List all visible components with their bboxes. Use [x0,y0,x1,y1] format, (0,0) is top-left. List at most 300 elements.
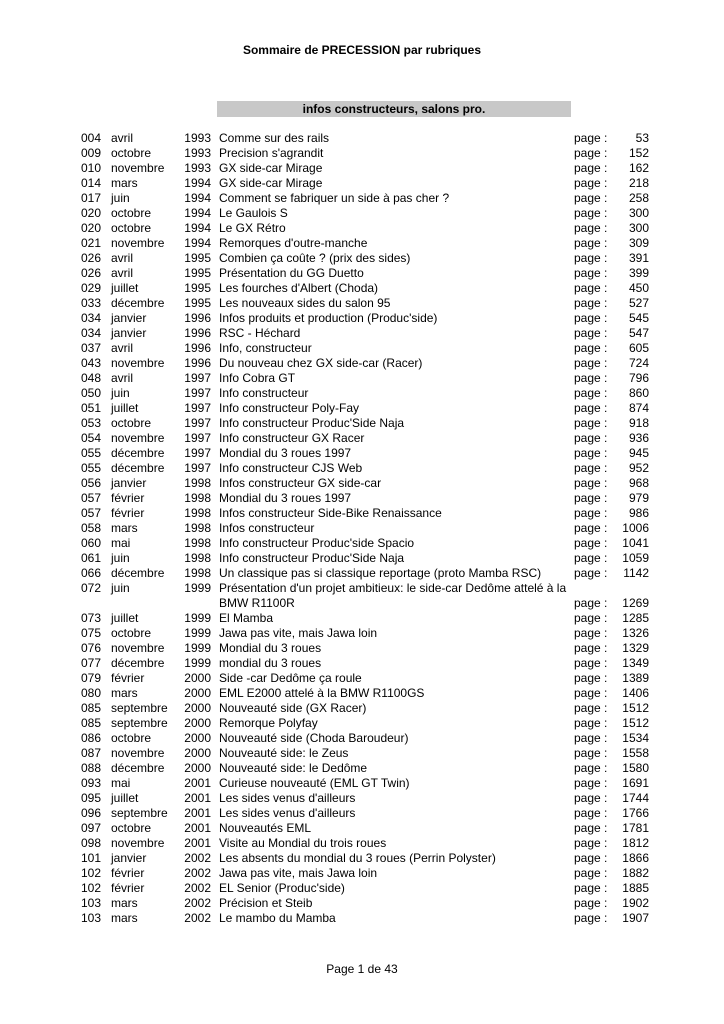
article-title: Curieuse nouveauté (EML GT Twin) [219,776,410,790]
list-item [0,881,724,896]
article-title: EML E2000 attelé à la BMW R1100GS [219,686,425,700]
issue-number: 103 [81,896,102,910]
issue-number: 075 [81,626,102,640]
page-number: 1329 [622,641,649,655]
page-number: 874 [628,401,649,415]
issue-month: juin [111,191,130,205]
list-item [0,731,724,746]
page-label: page : [574,266,608,280]
issue-year: 1998 [184,536,211,550]
article-title: Les fourches d'Albert (Choda) [219,281,379,295]
issue-year: 1997 [184,401,211,415]
issue-month: janvier [111,476,147,490]
page-number: 1512 [622,716,649,730]
issue-number: 085 [81,701,102,715]
issue-year: 1998 [184,566,211,580]
page-number: 391 [628,251,649,265]
issue-month: novembre [111,746,165,760]
issue-month: septembre [111,701,168,715]
article-title: Présentation du GG Duetto [219,266,364,280]
page-label: page : [574,431,608,445]
issue-month: avril [111,341,134,355]
issue-year: 1996 [184,356,211,370]
issue-number: 048 [81,371,102,385]
issue-number: 055 [81,446,102,460]
page-label: page : [574,311,608,325]
issue-month: octobre [111,146,152,160]
issue-year: 2000 [184,746,211,760]
issue-year: 1995 [184,251,211,265]
list-item [0,836,724,851]
list-item [0,416,724,431]
page-label: page : [574,641,608,655]
page-label: page : [574,281,608,295]
issue-month: mai [111,776,131,790]
list-item [0,536,724,551]
issue-month: novembre [111,641,165,655]
section-header: infos constructeurs, salons pro. [217,101,571,117]
article-title: Info Cobra GT [219,371,296,385]
page-label: page : [574,131,608,145]
page-label: page : [574,881,608,895]
issue-month: avril [111,131,134,145]
issue-year: 2000 [184,686,211,700]
issue-year: 2002 [184,896,211,910]
issue-number: 020 [81,221,102,235]
article-title: Les sides venus d'ailleurs [219,806,356,820]
issue-month: mars [111,686,138,700]
page-label: page : [574,176,608,190]
issue-number: 055 [81,461,102,475]
article-title: Jawa pas vite, mais Jawa loin [219,866,378,880]
list-item [0,896,724,911]
issue-number: 066 [81,566,102,580]
article-title: Visite au Mondial du trois roues [219,836,387,850]
page-number: 1866 [622,851,649,865]
article-title: Les sides venus d'ailleurs [219,791,356,805]
list-item [0,206,724,221]
article-title: Le GX Rétro [219,221,286,235]
document-title: Sommaire de PRECESSION par rubriques [242,43,482,57]
issue-number: 085 [81,716,102,730]
page-number: 724 [628,356,649,370]
issue-year: 1997 [184,431,211,445]
list-item [0,371,724,386]
list-item [0,581,724,611]
page-label: page : [574,416,608,430]
page-number: 1691 [622,776,649,790]
page-number: 1882 [622,866,649,880]
page-label: page : [574,191,608,205]
issue-month: février [111,881,145,895]
issue-number: 101 [81,851,102,865]
page-label: page : [574,386,608,400]
list-item [0,476,724,491]
issue-year: 1993 [184,161,211,175]
list-item [0,791,724,806]
article-title: Les nouveaux sides du salon 95 [219,296,391,310]
page-label: page : [574,356,608,370]
issue-month: novembre [111,431,165,445]
issue-number: 086 [81,731,102,745]
article-title: Infos constructeur GX side-car [219,476,382,490]
page-number: 300 [628,221,649,235]
page-number: 53 [635,131,649,145]
issue-month: juin [111,551,130,565]
issue-month: mai [111,536,131,550]
page-label: page : [574,791,608,805]
article-title: Info constructeur Poly-Fay [219,401,360,415]
issue-month: octobre [111,206,152,220]
page-number: 1269 [622,596,649,610]
page-label: page : [574,716,608,730]
page-number: 399 [628,266,649,280]
article-title: EL Senior (Produc'side) [219,881,345,895]
issue-number: 088 [81,761,102,775]
article-title: Le mambo du Mamba [219,911,336,925]
list-item [0,341,724,356]
article-title: GX side-car Mirage [219,176,323,190]
article-title: Info constructeur CJS Web [219,461,363,475]
issue-year: 1999 [184,581,211,595]
page-number: 952 [628,461,649,475]
page-number: 258 [628,191,649,205]
issue-year: 1998 [184,506,211,520]
issue-month: octobre [111,416,152,430]
article-title: Nouveauté side (GX Racer) [219,701,367,715]
list-item [0,176,724,191]
list-item [0,686,724,701]
page-label: page : [574,836,608,850]
list-item [0,851,724,866]
article-title: Info constructeur Produc'side Spacio [219,536,415,550]
list-item [0,746,724,761]
issue-number: 058 [81,521,102,535]
page-number: 1534 [622,731,649,745]
issue-month: octobre [111,626,152,640]
issue-year: 1994 [184,191,211,205]
page-number: 1907 [622,911,649,925]
article-title: Combien ça coûte ? (prix des sides) [219,251,411,265]
page-number: 1885 [622,881,649,895]
issue-number: 093 [81,776,102,790]
page-number: 162 [628,161,649,175]
page-label: page : [574,401,608,415]
issue-month: septembre [111,806,168,820]
list-item [0,146,724,161]
issue-year: 2000 [184,701,211,715]
list-item [0,656,724,671]
issue-month: décembre [111,656,165,670]
page-label: page : [574,221,608,235]
article-title: Infos constructeur [219,521,315,535]
page-label: page : [574,206,608,220]
issue-month: octobre [111,821,152,835]
article-title: Mondial du 3 roues 1997 [219,491,352,505]
issue-year: 1999 [184,611,211,625]
page-number: 545 [628,311,649,325]
page-number: 1406 [622,686,649,700]
issue-year: 1997 [184,461,211,475]
issue-year: 1996 [184,341,211,355]
list-item [0,446,724,461]
issue-year: 2001 [184,776,211,790]
issue-month: mars [111,896,138,910]
article-title: Un classique pas si classique reportage (proto Mamba RSC) [219,566,542,580]
page-label: page : [574,701,608,715]
issue-month: janvier [111,326,147,340]
page-number: 547 [628,326,649,340]
issue-number: 087 [81,746,102,760]
article-title: Nouveauté side: le Dedôme [219,761,368,775]
list-item [0,461,724,476]
page-label: page : [574,806,608,820]
issue-year: 1994 [184,206,211,220]
article-title: Nouveautés EML [219,821,312,835]
page-number: 1041 [622,536,649,550]
article-title: Info constructeur [219,386,309,400]
page-label: page : [574,761,608,775]
list-item [0,221,724,236]
article-title: Du nouveau chez GX side-car (Racer) [219,356,423,370]
issue-month: février [111,506,145,520]
issue-year: 2002 [184,881,211,895]
list-item [0,161,724,176]
page-label: page : [574,866,608,880]
page-number: 986 [628,506,649,520]
page-number: 918 [628,416,649,430]
article-title: Infos produits et production (Produc'side) [219,311,438,325]
issue-number: 034 [81,326,102,340]
issue-month: juillet [111,791,139,805]
issue-number: 097 [81,821,102,835]
issue-month: février [111,866,145,880]
list-item [0,806,724,821]
issue-month: novembre [111,161,165,175]
list-item [0,551,724,566]
issue-month: mars [111,176,138,190]
page-number: 309 [628,236,649,250]
page-number: 218 [628,176,649,190]
issue-number: 076 [81,641,102,655]
article-title: Remorque Polyfay [219,716,318,730]
issue-number: 060 [81,536,102,550]
page-number: 527 [628,296,649,310]
issue-number: 020 [81,206,102,220]
list-item [0,626,724,641]
issue-number: 096 [81,806,102,820]
list-item [0,386,724,401]
issue-number: 033 [81,296,102,310]
article-title: mondial du 3 roues [219,656,322,670]
list-item [0,236,724,251]
issue-number: 073 [81,611,102,625]
list-item [0,281,724,296]
list-item [0,641,724,656]
issue-number: 029 [81,281,102,295]
issue-number: 077 [81,656,102,670]
page-number: 1326 [622,626,649,640]
article-title: Info constructeur GX Racer [219,431,365,445]
issue-year: 2001 [184,836,211,850]
page-label: page : [574,296,608,310]
page-number: 605 [628,341,649,355]
issue-year: 2002 [184,851,211,865]
article-title: Info constructeur Produc'Side Naja [219,551,405,565]
page-label: page : [574,491,608,505]
list-item [0,776,724,791]
page-number: 1781 [622,821,649,835]
page-number: 1006 [622,521,649,535]
article-title: Side -car Dedôme ça roule [219,671,362,685]
issue-month: octobre [111,221,152,235]
issue-year: 2000 [184,671,211,685]
issue-year: 2001 [184,821,211,835]
page-number: 1285 [622,611,649,625]
issue-number: 053 [81,416,102,430]
issue-number: 103 [81,911,102,925]
issue-number: 080 [81,686,102,700]
page-label: page : [574,341,608,355]
issue-year: 1997 [184,371,211,385]
issue-number: 056 [81,476,102,490]
issue-year: 1994 [184,221,211,235]
page-label: page : [574,911,608,925]
issue-number: 072 [81,581,102,595]
page-label: page : [574,236,608,250]
issue-year: 2001 [184,791,211,805]
page-number: 1812 [622,836,649,850]
issue-number: 050 [81,386,102,400]
issue-year: 2000 [184,716,211,730]
list-item [0,191,724,206]
issue-month: juin [111,581,130,595]
page-number: 1512 [622,701,649,715]
issue-month: novembre [111,836,165,850]
article-title: Infos constructeur Side-Bike Renaissance [219,506,442,520]
issue-month: novembre [111,236,165,250]
issue-month: octobre [111,731,152,745]
page-label: page : [574,461,608,475]
issue-number: 014 [81,176,102,190]
page-label: page : [574,851,608,865]
page-number: 979 [628,491,649,505]
issue-year: 1994 [184,236,211,250]
article-title: El Mamba [219,611,274,625]
article-title: GX side-car Mirage [219,161,323,175]
page-label: page : [574,536,608,550]
list-item [0,911,724,926]
issue-month: juillet [111,611,139,625]
issue-number: 037 [81,341,102,355]
page-number: 300 [628,206,649,220]
article-title: Le Gaulois S [219,206,288,220]
issue-year: 2000 [184,761,211,775]
page-label: page : [574,476,608,490]
list-item [0,521,724,536]
issue-number: 004 [81,131,102,145]
issue-month: juin [111,386,130,400]
page-label: page : [574,161,608,175]
issue-year: 1998 [184,491,211,505]
issue-month: mars [111,911,138,925]
page-label: page : [574,521,608,535]
page-label: page : [574,596,608,610]
issue-number: 061 [81,551,102,565]
page-number: 450 [628,281,649,295]
page-label: page : [574,371,608,385]
page-number: 152 [628,146,649,160]
page-label: page : [574,656,608,670]
issue-number: 054 [81,431,102,445]
article-title: Info, constructeur [219,341,312,355]
page-number: 945 [628,446,649,460]
article-title: Remorques d'outre-manche [219,236,368,250]
list-item [0,326,724,341]
page-number: 1142 [623,566,649,580]
page-number: 1349 [622,656,649,670]
issue-number: 057 [81,491,102,505]
issue-year: 1997 [184,416,211,430]
list-item [0,251,724,266]
issue-number: 095 [81,791,102,805]
issue-number: 021 [81,236,102,250]
issue-month: décembre [111,446,165,460]
issue-year: 1995 [184,281,211,295]
issue-number: 010 [81,161,102,175]
issue-month: avril [111,266,134,280]
page-label: page : [574,611,608,625]
issue-year: 1999 [184,656,211,670]
issue-year: 2002 [184,866,211,880]
issue-year: 1997 [184,446,211,460]
article-title: Mondial du 3 roues [219,641,322,655]
list-item [0,491,724,506]
issue-number: 102 [81,866,102,880]
list-item [0,131,724,146]
article-title: Jawa pas vite, mais Jawa loin [219,626,378,640]
issue-number: 098 [81,836,102,850]
issue-year: 1993 [184,131,211,145]
issue-year: 2000 [184,731,211,745]
article-title: Comment se fabriquer un side à pas cher ? [219,191,450,205]
issue-month: septembre [111,716,168,730]
issue-year: 2002 [184,911,211,925]
list-item [0,506,724,521]
list-item [0,266,724,281]
page-label: page : [574,746,608,760]
issue-year: 1998 [184,521,211,535]
list-item [0,311,724,326]
article-title: Mondial du 3 roues 1997 [219,446,352,460]
page-label: page : [574,551,608,565]
issue-month: janvier [111,311,147,325]
list-item [0,356,724,371]
article-title: Présentation d'un projet ambitieux: le side-car Dedôme attelé à la BMW R1100R [219,581,567,610]
page-number: 1389 [622,671,649,685]
issue-year: 1993 [184,146,211,160]
issue-number: 079 [81,671,102,685]
list-item [0,701,724,716]
issue-number: 051 [81,401,102,415]
issue-month: mars [111,521,138,535]
issue-month: décembre [111,566,165,580]
article-title: Les absents du mondial du 3 roues (Perrin Polyster) [219,851,496,865]
issue-number: 102 [81,881,102,895]
issue-month: décembre [111,761,165,775]
page-number: 1580 [622,761,649,775]
list-item [0,821,724,836]
